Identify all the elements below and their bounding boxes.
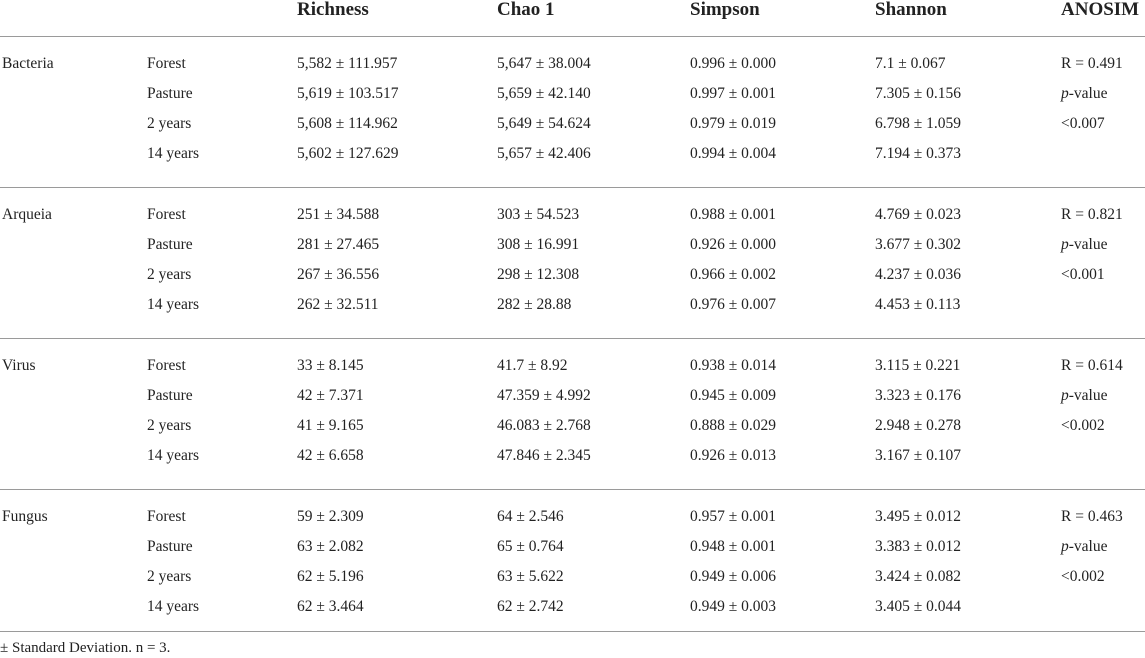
richness-cell: 5,619 ± 103.517	[297, 85, 399, 102]
anosim-p-label	[1061, 387, 1107, 405]
table-header	[0, 0, 1145, 37]
table-row	[0, 598, 1145, 628]
shannon-cell: 3.323 ± 0.176	[875, 387, 962, 404]
simpson-cell: 0.948 ± 0.001	[690, 538, 777, 555]
shannon-cell: 4.769 ± 0.023	[875, 206, 962, 223]
group-divider	[0, 338, 1145, 339]
table-row	[0, 447, 1145, 477]
table-row	[0, 115, 1145, 145]
table-row	[0, 417, 1145, 447]
treatment-cell: 14 years	[147, 145, 200, 162]
header-divider	[0, 36, 1145, 37]
chao1-cell: 65 ± 0.764	[497, 538, 564, 555]
simpson-cell: 0.996 ± 0.000	[690, 55, 777, 72]
shannon-cell: 3.383 ± 0.012	[875, 538, 962, 555]
richness-cell: 41 ± 9.165	[297, 417, 364, 434]
simpson-cell: 0.926 ± 0.000	[690, 236, 777, 253]
richness-cell: 62 ± 5.196	[297, 568, 364, 585]
shannon-cell: 7.305 ± 0.156	[875, 85, 962, 102]
richness-cell: 267 ± 36.556	[297, 266, 380, 283]
header-anosim: ANOSIM	[1061, 0, 1140, 20]
group-name: Arqueia	[2, 206, 52, 223]
table-row	[0, 236, 1145, 266]
shannon-cell: 7.194 ± 0.373	[875, 145, 962, 162]
treatment-cell: 14 years	[147, 598, 200, 615]
chao1-cell: 5,647 ± 38.004	[497, 55, 591, 72]
table-footnote: ± Standard Deviation. n = 3.	[0, 640, 171, 656]
anosim-r: R = 0.463	[1061, 508, 1123, 525]
richness-cell: 33 ± 8.145	[297, 357, 364, 374]
simpson-cell: 0.938 ± 0.014	[690, 357, 777, 374]
table-row	[0, 508, 1145, 538]
chao1-cell: 64 ± 2.546	[497, 508, 564, 525]
group-fungus	[0, 508, 1145, 658]
anosim-r: R = 0.491	[1061, 55, 1123, 72]
shannon-cell: 4.237 ± 0.036	[875, 266, 962, 283]
richness-cell: 5,582 ± 111.957	[297, 55, 398, 72]
chao1-cell: 47.846 ± 2.345	[497, 447, 591, 464]
simpson-cell: 0.988 ± 0.001	[690, 206, 777, 223]
anosim-p-italic: p	[1061, 236, 1069, 253]
richness-cell: 5,602 ± 127.629	[297, 145, 399, 162]
shannon-cell: 2.948 ± 0.278	[875, 417, 962, 434]
anosim-p-italic: p	[1061, 538, 1069, 555]
anosim-r: R = 0.614	[1061, 357, 1123, 374]
shannon-cell: 6.798 ± 1.059	[875, 115, 962, 132]
treatment-cell: Forest	[147, 508, 186, 525]
chao1-cell: 308 ± 16.991	[497, 236, 580, 253]
table-row	[0, 266, 1145, 296]
table-row	[0, 85, 1145, 115]
treatment-cell: Forest	[147, 357, 186, 374]
table-row	[0, 387, 1145, 417]
richness-cell: 63 ± 2.082	[297, 538, 364, 555]
treatment-cell: Forest	[147, 206, 186, 223]
chao1-cell: 47.359 ± 4.992	[497, 387, 591, 404]
simpson-cell: 0.966 ± 0.002	[690, 266, 777, 283]
chao1-cell: 46.083 ± 2.768	[497, 417, 591, 434]
table-row	[0, 538, 1145, 568]
chao1-cell: 5,649 ± 54.624	[497, 115, 591, 132]
shannon-cell: 3.115 ± 0.221	[875, 357, 961, 374]
group-bacteria	[0, 55, 1145, 205]
table-row	[0, 568, 1145, 598]
treatment-cell: Pasture	[147, 236, 193, 253]
table-row	[0, 145, 1145, 175]
shannon-cell: 3.405 ± 0.044	[875, 598, 962, 615]
simpson-cell: 0.926 ± 0.013	[690, 447, 777, 464]
simpson-cell: 0.949 ± 0.006	[690, 568, 777, 585]
treatment-cell: 14 years	[147, 447, 200, 464]
treatment-cell: 2 years	[147, 417, 192, 434]
anosim-p-label	[1061, 538, 1107, 556]
shannon-cell: 7.1 ± 0.067	[875, 55, 946, 72]
chao1-cell: 63 ± 5.622	[497, 568, 564, 585]
treatment-cell: Forest	[147, 55, 186, 72]
simpson-cell: 0.888 ± 0.029	[690, 417, 777, 434]
anosim-p-value: <0.002	[1061, 568, 1105, 585]
simpson-cell: 0.949 ± 0.003	[690, 598, 777, 615]
treatment-cell: 2 years	[147, 115, 192, 132]
shannon-cell: 3.167 ± 0.107	[875, 447, 962, 464]
shannon-cell: 3.424 ± 0.082	[875, 568, 962, 585]
anosim-p-rest: -value	[1068, 236, 1108, 253]
table-row	[0, 296, 1145, 326]
chao1-cell: 5,657 ± 42.406	[497, 145, 591, 162]
group-divider	[0, 187, 1145, 188]
treatment-cell: Pasture	[147, 85, 193, 102]
anosim-p-italic: p	[1061, 387, 1069, 404]
anosim-p-rest: -value	[1068, 85, 1108, 102]
shannon-cell: 3.495 ± 0.012	[875, 508, 962, 525]
chao1-cell: 62 ± 2.742	[497, 598, 564, 615]
anosim-r: R = 0.821	[1061, 206, 1123, 223]
chao1-cell: 298 ± 12.308	[497, 266, 580, 283]
treatment-cell: 2 years	[147, 568, 192, 585]
richness-cell: 59 ± 2.309	[297, 508, 364, 525]
chao1-cell: 41.7 ± 8.92	[497, 357, 568, 374]
richness-cell: 42 ± 7.371	[297, 387, 364, 404]
richness-cell: 251 ± 34.588	[297, 206, 380, 223]
header-richness: Richness	[297, 0, 369, 20]
group-name: Bacteria	[2, 55, 54, 72]
group-divider	[0, 489, 1145, 490]
group-name: Fungus	[2, 508, 48, 525]
table-bottom-rule	[0, 631, 1145, 632]
chao1-cell: 303 ± 54.523	[497, 206, 580, 223]
richness-cell: 5,608 ± 114.962	[297, 115, 398, 132]
richness-cell: 62 ± 3.464	[297, 598, 364, 615]
anosim-p-rest: -value	[1068, 387, 1108, 404]
chao1-cell: 5,659 ± 42.140	[497, 85, 591, 102]
anosim-p-label	[1061, 236, 1107, 254]
treatment-cell: Pasture	[147, 387, 193, 404]
group-name: Virus	[2, 357, 36, 374]
group-arqueia	[0, 206, 1145, 356]
anosim-p-label	[1061, 85, 1107, 103]
simpson-cell: 0.994 ± 0.004	[690, 145, 777, 162]
simpson-cell: 0.979 ± 0.019	[690, 115, 777, 132]
header-chao1: Chao 1	[497, 0, 555, 20]
richness-cell: 281 ± 27.465	[297, 236, 380, 253]
table-row	[0, 206, 1145, 236]
chao1-cell: 282 ± 28.88	[497, 296, 572, 313]
simpson-cell: 0.957 ± 0.001	[690, 508, 777, 525]
header-shannon: Shannon	[875, 0, 947, 20]
table-row	[0, 55, 1145, 85]
treatment-cell: 14 years	[147, 296, 200, 313]
richness-cell: 42 ± 6.658	[297, 447, 364, 464]
anosim-p-italic: p	[1061, 85, 1069, 102]
richness-cell: 262 ± 32.511	[297, 296, 379, 313]
simpson-cell: 0.945 ± 0.009	[690, 387, 777, 404]
shannon-cell: 4.453 ± 0.113	[875, 296, 961, 313]
anosim-p-value: <0.007	[1061, 115, 1105, 132]
table-row	[0, 357, 1145, 387]
header-simpson: Simpson	[690, 0, 760, 20]
anosim-p-value: <0.001	[1061, 266, 1105, 283]
group-virus	[0, 357, 1145, 507]
anosim-p-rest: -value	[1068, 538, 1108, 555]
simpson-cell: 0.976 ± 0.007	[690, 296, 777, 313]
treatment-cell: Pasture	[147, 538, 193, 555]
treatment-cell: 2 years	[147, 266, 192, 283]
shannon-cell: 3.677 ± 0.302	[875, 236, 962, 253]
simpson-cell: 0.997 ± 0.001	[690, 85, 777, 102]
anosim-p-value: <0.002	[1061, 417, 1105, 434]
